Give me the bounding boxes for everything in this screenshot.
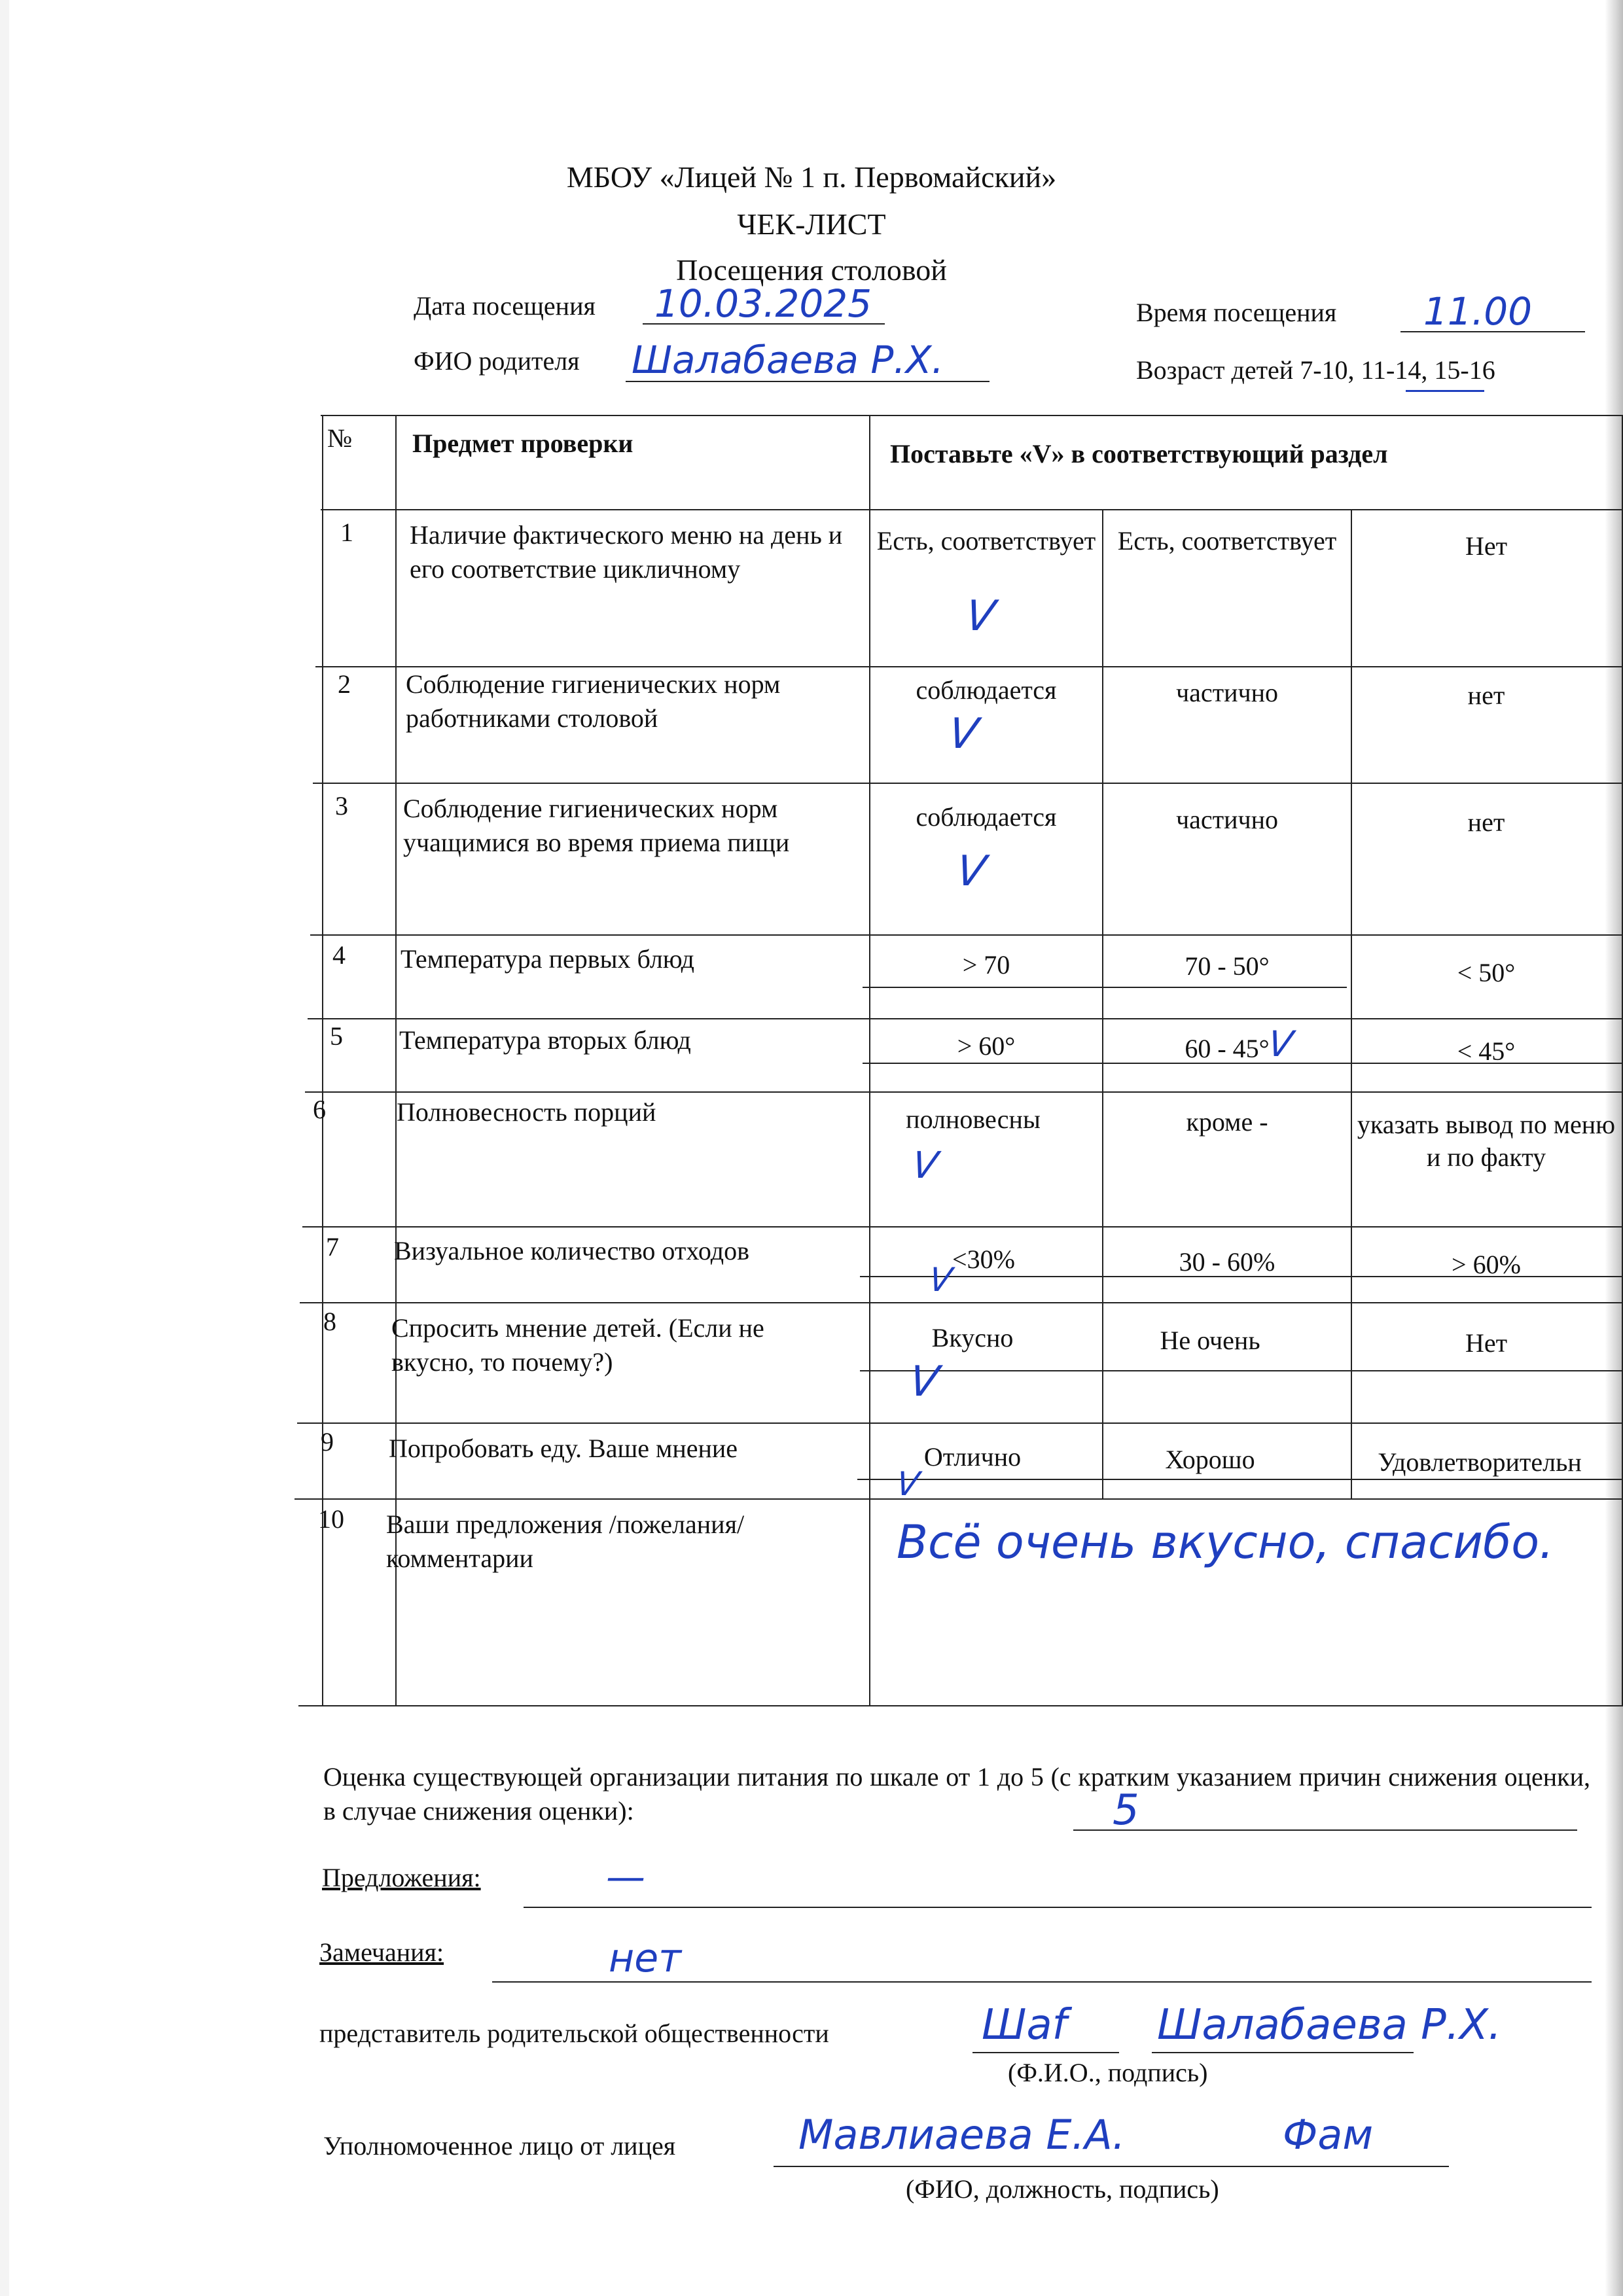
lyceum-rep-name: Мавлиаева Е.А. bbox=[798, 2111, 1126, 2159]
parent-name-label: ФИО родителя bbox=[414, 346, 580, 376]
row-8-subject: Спросить мнение детей. (Если не вкусно, то почему?) bbox=[391, 1313, 764, 1377]
row-5-number: 5 bbox=[330, 1021, 343, 1051]
table-rule bbox=[300, 1302, 1623, 1303]
row-7-subject: Визуальное количество отходов bbox=[394, 1236, 749, 1265]
parent-rep-signature: Шаf bbox=[982, 2001, 1067, 2049]
remarks-underline bbox=[492, 1981, 1592, 1983]
row-9-option-2: Хорошо bbox=[1165, 1445, 1255, 1474]
table-rule bbox=[310, 934, 1623, 936]
proposals-value: — bbox=[606, 1854, 645, 1900]
row-1-option-3: Нет bbox=[1465, 531, 1508, 561]
col-subject-header: Предмет проверки bbox=[412, 429, 633, 458]
table-rule bbox=[305, 1091, 1623, 1093]
row-2-number: 2 bbox=[338, 669, 351, 699]
table-rule bbox=[321, 509, 1623, 510]
table-rule bbox=[302, 1226, 1623, 1227]
row-8-checkmark: V bbox=[906, 1358, 942, 1406]
parent-rep-label: представитель родительской общественности bbox=[319, 2019, 829, 2048]
row-4-option-3: < 50° bbox=[1457, 958, 1516, 987]
row-7-option-2: 30 - 60% bbox=[1179, 1247, 1275, 1277]
row-7-option-3: > 60% bbox=[1452, 1250, 1521, 1279]
row-2-option-3: нет bbox=[1467, 680, 1505, 710]
visit-time-label: Время посещения bbox=[1136, 298, 1337, 327]
row-9-subject: Попробовать еду. Ваше мнение bbox=[389, 1434, 738, 1463]
visit-time-value: 11.00 bbox=[1423, 289, 1533, 334]
visit-date-value: 10.03.2025 bbox=[654, 281, 872, 326]
col-mark-header: Поставьте «V» в соответствующий раздел bbox=[890, 439, 1388, 468]
row-2-subject: Соблюдение гигиенических норм работниками столовой bbox=[406, 669, 781, 733]
parent-rep-caption: (Ф.И.О., подпись) bbox=[1008, 2058, 1208, 2087]
row-2-option-1: соблюдается bbox=[916, 675, 1057, 705]
row-9-checkmark: V bbox=[893, 1465, 922, 1503]
row-10-comment: Всё очень вкусно, спасибо. bbox=[897, 1515, 1554, 1569]
table-rule bbox=[313, 783, 1623, 784]
row-1-option-1: Есть, соответствует bbox=[876, 526, 1096, 556]
lyceum-rep-label: Уполномоченное лицо от лицея bbox=[323, 2131, 676, 2161]
remarks-label: Замечания: bbox=[319, 1937, 444, 1967]
parent-name-value: Шалабаева Р.Х. bbox=[632, 338, 944, 382]
row-8-option-1: Вкусно bbox=[931, 1323, 1014, 1352]
document-title: ЧЕК-ЛИСТ bbox=[737, 207, 886, 241]
table-rule bbox=[297, 1422, 1623, 1424]
row-5-subject: Температура вторых блюд bbox=[399, 1025, 691, 1055]
row-7-option-1: <30% bbox=[952, 1245, 1015, 1274]
row-7-number: 7 bbox=[326, 1232, 339, 1262]
row-8-number: 8 bbox=[323, 1307, 336, 1336]
row-7-checkmark: V bbox=[926, 1261, 955, 1299]
rating-underline bbox=[1073, 1829, 1577, 1831]
visit-date-label: Дата посещения bbox=[414, 291, 596, 321]
row-1-number: 1 bbox=[340, 518, 353, 547]
table-subrule bbox=[857, 1479, 1623, 1480]
row-3-option-1: соблюдается bbox=[916, 802, 1057, 832]
table-subrule bbox=[863, 987, 1347, 988]
row-2-checkmark: V bbox=[945, 710, 981, 758]
row-10-subject: Ваши предложения /пожелания/ комментарии bbox=[386, 1510, 745, 1573]
scan-left-margin bbox=[0, 0, 9, 2296]
row-1-option-2: Есть, соответствует bbox=[1117, 526, 1337, 556]
parent-rep-name: Шалабаева Р.Х. bbox=[1157, 2001, 1502, 2049]
row-9-option-1: Отлично bbox=[923, 1442, 1022, 1472]
row-1-checkmark: V bbox=[962, 592, 998, 641]
parent-rep-signature-line bbox=[972, 2052, 1119, 2053]
row-9-number: 9 bbox=[321, 1427, 334, 1457]
col-number-header: № bbox=[327, 423, 353, 453]
row-6-option-3: указать вывод по меню и по факту bbox=[1357, 1110, 1616, 1172]
table-rule bbox=[308, 1018, 1623, 1019]
rating-text: Оценка существующей организации питания по шкале от 1 до 5 (с кратким указанием причин снижения оценки, в случае снижения оценки): bbox=[323, 1762, 1590, 1826]
row-5-checkmark: V bbox=[1265, 1023, 1296, 1065]
row-10-number: 10 bbox=[318, 1504, 344, 1534]
row-5-option-3: < 45° bbox=[1457, 1036, 1516, 1066]
row-4-option-1: > 70 bbox=[962, 950, 1010, 980]
lyceum-rep-line bbox=[774, 2166, 1449, 2167]
row-5-option-2: 60 - 45° bbox=[1185, 1034, 1270, 1063]
table-rule bbox=[298, 1705, 1623, 1706]
row-3-option-3: нет bbox=[1467, 807, 1505, 837]
children-age-label: Возраст детей 7-10, 11-14, 15-16 bbox=[1136, 355, 1495, 385]
proposals-label: Предложения: bbox=[322, 1863, 481, 1892]
row-6-option-1: полновесны bbox=[906, 1104, 1041, 1134]
row-2-option-2: частично bbox=[1175, 678, 1279, 707]
parent-rep-name-line bbox=[1152, 2052, 1414, 2053]
table-rule bbox=[321, 415, 1623, 416]
table-subrule bbox=[860, 1370, 1623, 1371]
row-4-option-2: 70 - 50° bbox=[1185, 951, 1270, 981]
row-6-number: 6 bbox=[313, 1095, 326, 1124]
row-8-option-3: Нет bbox=[1465, 1328, 1508, 1358]
school-name: МБОУ «Лицей № 1 п. Первомайский» bbox=[566, 160, 1057, 194]
row-6-option-2: кроме - bbox=[1186, 1107, 1268, 1137]
rating-value: 5 bbox=[1113, 1786, 1139, 1835]
row-6-subject: Полновесность порций bbox=[397, 1097, 656, 1127]
row-3-subject: Соблюдение гигиенических норм учащимися во время приема пищи bbox=[403, 794, 790, 857]
remarks-value: нет bbox=[609, 1935, 682, 1981]
document-subtitle: Посещения столовой bbox=[676, 253, 947, 287]
row-6-checkmark: V bbox=[909, 1144, 940, 1187]
row-4-number: 4 bbox=[332, 940, 346, 970]
row-3-option-2: частично bbox=[1175, 805, 1279, 834]
row-4-subject: Температура первых блюд bbox=[401, 944, 695, 974]
row-9-option-3: Удовлетворительн bbox=[1378, 1447, 1582, 1477]
row-3-checkmark: V bbox=[953, 847, 989, 896]
row-8-option-2: Не очень bbox=[1160, 1326, 1260, 1355]
table-rule bbox=[294, 1498, 1623, 1500]
row-3-number: 3 bbox=[335, 791, 348, 821]
proposals-underline bbox=[524, 1907, 1592, 1908]
lyceum-rep-signature: Фам bbox=[1283, 2111, 1374, 2159]
age-group-underline-mark bbox=[1406, 390, 1484, 392]
row-5-option-1: > 60° bbox=[957, 1031, 1016, 1061]
row-1-subject: Наличие фактического меню на день и его соответствие цикличному bbox=[410, 520, 843, 584]
lyceum-rep-caption: (ФИО, должность, подпись) bbox=[906, 2174, 1219, 2204]
